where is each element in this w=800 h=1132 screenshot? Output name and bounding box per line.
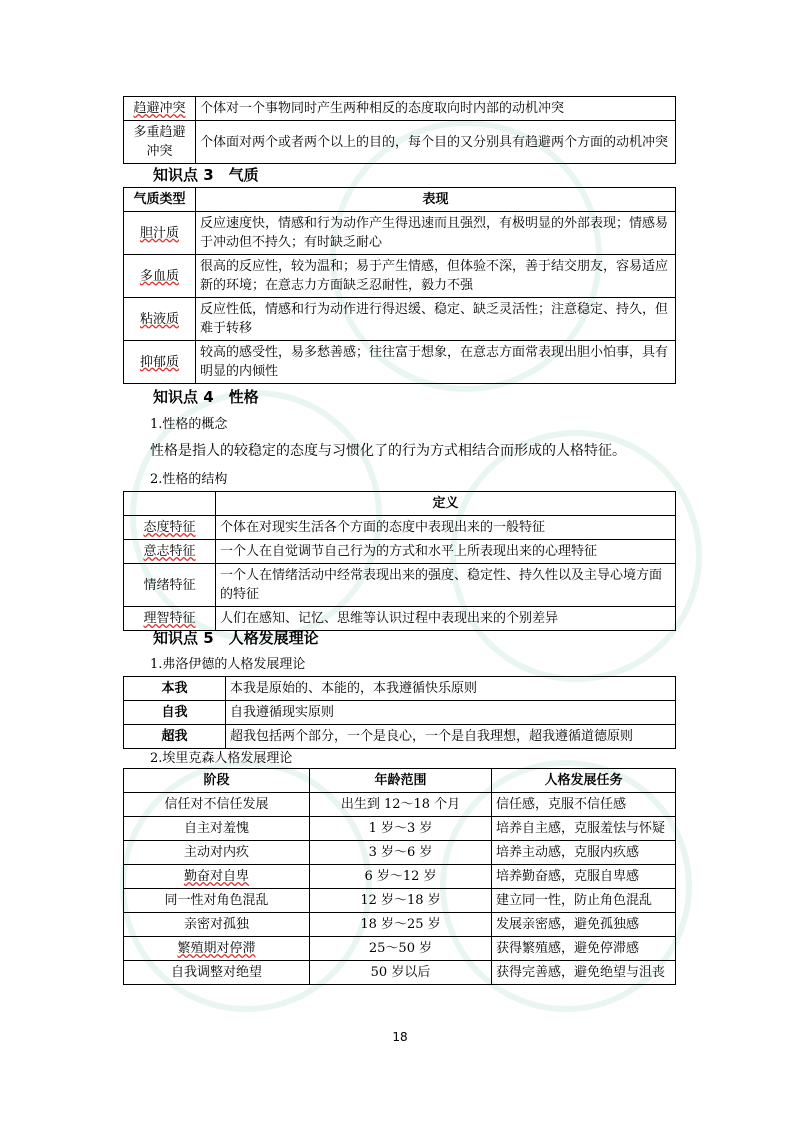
- personality-structure-table: [123, 491, 676, 631]
- task: 信任感，克服不信任感: [492, 793, 676, 817]
- trait-type: 态度特征: [124, 516, 216, 540]
- stage: 繁殖期对停滞: [124, 937, 310, 961]
- stage: 同一性对角色混乱: [124, 889, 310, 913]
- table-row: [124, 793, 676, 817]
- age-range: 6 岁～12 岁: [310, 865, 492, 889]
- temperament-table: [123, 187, 676, 384]
- table-row: [124, 817, 676, 841]
- table-row: [124, 889, 676, 913]
- temperament-desc: 很高的反应性，较为温和；易于产生情感，但体验不深，善于结交朋友，容易适应新的环境；在意志力方面缺乏忍耐性，毅力不强: [196, 255, 676, 298]
- conflict-type: 多重趋避冲突: [124, 121, 196, 164]
- stage: 自我调整对绝望: [124, 961, 310, 985]
- stage: 主动对内疚: [124, 841, 310, 865]
- section4-sub1: 1.性格的概念: [150, 417, 228, 432]
- temperament-desc: 反应速度快，情感和行为动作产生得迅速而且强烈，有极明显的外部表现；情感易于冲动但不持久；有时缺乏耐心: [196, 212, 676, 255]
- column-header: 表现: [196, 188, 676, 212]
- table-row: [124, 564, 676, 607]
- age-range: 1 岁～3 岁: [310, 817, 492, 841]
- table-row: [124, 937, 676, 961]
- stage: 勤奋对自卑: [124, 865, 310, 889]
- trait-type: 情绪特征: [124, 564, 216, 607]
- column-header: 年龄范围: [310, 769, 492, 793]
- table-row: [124, 121, 676, 164]
- conflict-type: 趋避冲突: [124, 97, 196, 121]
- table-row: [124, 913, 676, 937]
- column-header: 定义: [216, 492, 676, 516]
- stage: 自主对羞愧: [124, 817, 310, 841]
- section4-title: 知识点 4 性格: [153, 388, 259, 406]
- table-row: [124, 97, 676, 121]
- column-header: 气质类型: [124, 188, 196, 212]
- stage: 亲密对孤独: [124, 913, 310, 937]
- table-row: [124, 865, 676, 889]
- age-range: 18 岁～25 岁: [310, 913, 492, 937]
- age-range: 25～50 岁: [310, 937, 492, 961]
- freud-desc: 本我是原始的、本能的，本我遵循快乐原则: [226, 677, 676, 701]
- age-range: 3 岁～6 岁: [310, 841, 492, 865]
- table-row: [124, 961, 676, 985]
- table-header-row: [124, 492, 676, 516]
- temperament-desc: 较高的感受性，易多愁善感；往往富于想象，在意志方面常表现出胆小怕事，具有明显的内倾性: [196, 341, 676, 384]
- task: 培养主动感，克服内疚感: [492, 841, 676, 865]
- section5-sub1: 1.弗洛伊德的人格发展理论: [150, 657, 306, 672]
- age-range: 出生到 12～18 个月: [310, 793, 492, 817]
- conflict-table: [123, 96, 676, 164]
- freud-type: 本我: [124, 677, 226, 701]
- conflict-desc: 个体对一个事物同时产生两种相反的态度取向时内部的动机冲突: [196, 97, 676, 121]
- trait-type: 意志特征: [124, 540, 216, 564]
- trait-type: 理智特征: [124, 607, 216, 631]
- temperament-type: 抑郁质: [124, 341, 196, 384]
- temperament-type: 粘液质: [124, 298, 196, 341]
- table-header-row: [124, 188, 676, 212]
- freud-type: 超我: [124, 725, 226, 749]
- task: 建立同一性，防止角色混乱: [492, 889, 676, 913]
- trait-desc: 人们在感知、记忆、思维等认识过程中表现出来的个别差异: [216, 607, 676, 631]
- stage: 信任对不信任发展: [124, 793, 310, 817]
- section4-sub2: 2.性格的结构: [150, 472, 228, 487]
- table-row: [124, 725, 676, 749]
- trait-desc: 一个人在自觉调节自己行为的方式和水平上所表现出来的心理特征: [216, 540, 676, 564]
- table-row: [124, 255, 676, 298]
- freud-desc: 超我包括两个部分，一个是良心，一个是自我理想，超我遵循道德原则: [226, 725, 676, 749]
- table-row: [124, 341, 676, 384]
- table-row: [124, 841, 676, 865]
- task: 获得繁殖感，避免停滞感: [492, 937, 676, 961]
- task: 培养自主感，克服羞怯与怀疑: [492, 817, 676, 841]
- freud-desc: 自我遵循现实原则: [226, 701, 676, 725]
- temperament-type: 多血质: [124, 255, 196, 298]
- table-row: [124, 298, 676, 341]
- table-header-row: [124, 769, 676, 793]
- page-number: 18: [392, 1030, 408, 1044]
- section3-title: 知识点 3 气质: [153, 166, 259, 184]
- trait-desc: 一个人在情绪活动中经常表现出来的强度、稳定性、持久性以及主导心境方面的特征: [216, 564, 676, 607]
- section5-sub2: 2.埃里克森人格发展理论: [150, 751, 293, 766]
- freud-table: [123, 676, 676, 749]
- column-header: 人格发展任务: [492, 769, 676, 793]
- task: 获得完善感，避免绝望与沮丧: [492, 961, 676, 985]
- column-header: 阶段: [124, 769, 310, 793]
- table-row: [124, 516, 676, 540]
- conflict-desc: 个体面对两个或者两个以上的目的，每个目的又分别具有趋避两个方面的动机冲突: [196, 121, 676, 164]
- erikson-table: [123, 768, 676, 985]
- freud-type: 自我: [124, 701, 226, 725]
- task: 培养勤奋感，克服自卑感: [492, 865, 676, 889]
- section5-title: 知识点 5 人格发展理论: [153, 629, 319, 647]
- table-row: [124, 701, 676, 725]
- temperament-desc: 反应性低，情感和行为动作进行得迟缓、稳定、缺乏灵活性；注意稳定、持久，但难于转移: [196, 298, 676, 341]
- table-row: [124, 212, 676, 255]
- column-header-empty: [124, 492, 216, 516]
- table-row: [124, 540, 676, 564]
- trait-desc: 个体在对现实生活各个方面的态度中表现出来的一般特征: [216, 516, 676, 540]
- age-range: 12 岁～18 岁: [310, 889, 492, 913]
- table-row: [124, 677, 676, 701]
- age-range: 50 岁以后: [310, 961, 492, 985]
- task: 发展亲密感，避免孤独感: [492, 913, 676, 937]
- personality-concept: 性格是指人的较稳定的态度与习惯化了的行为方式相结合而形成的人格特征。: [150, 443, 626, 459]
- temperament-type: 胆汁质: [124, 212, 196, 255]
